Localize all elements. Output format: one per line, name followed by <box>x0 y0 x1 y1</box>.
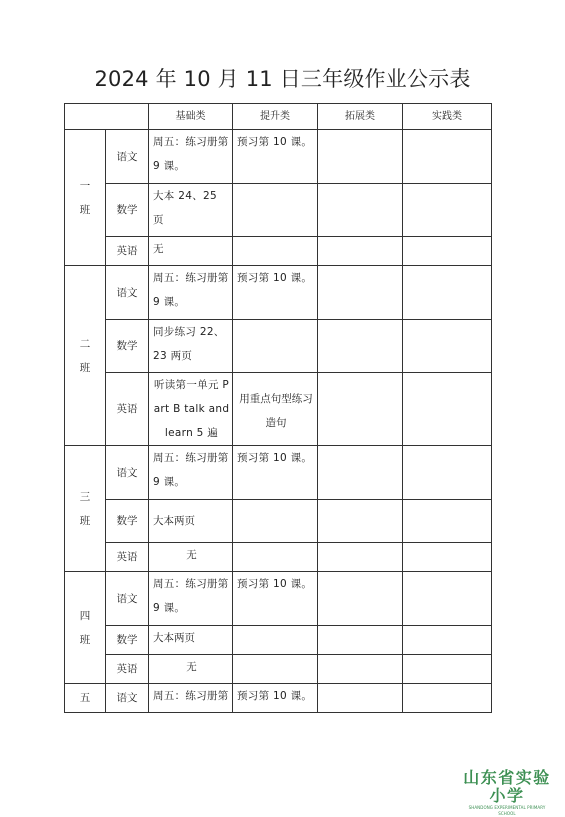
subject-cell: 英语 <box>106 655 149 684</box>
class-label: 四 班 <box>65 572 106 684</box>
extend-cell <box>318 320 403 373</box>
extend-cell <box>318 130 403 184</box>
header-basic: 基础类 <box>149 104 233 130</box>
extend-cell <box>318 266 403 320</box>
subject-cell: 语文 <box>106 130 149 184</box>
class-label: 三 班 <box>65 446 106 572</box>
practice-cell <box>403 446 492 500</box>
subject-cell: 数学 <box>106 500 149 543</box>
extend-cell <box>318 373 403 446</box>
basic-cell: 无 <box>149 543 233 572</box>
practice-cell <box>403 572 492 626</box>
improve-cell <box>233 543 318 572</box>
improve-cell <box>233 626 318 655</box>
improve-cell: 预习第 10 课。 <box>233 266 318 320</box>
page-title: 2024 年 10 月 11 日三年级作业公示表 <box>94 67 471 91</box>
extend-cell <box>318 237 403 266</box>
basic-cell: 大本两页 <box>149 500 233 543</box>
school-name-cn: 山东省实验小学 <box>463 768 551 805</box>
table-row <box>65 684 492 713</box>
extend-cell <box>318 184 403 237</box>
improve-cell <box>233 237 318 266</box>
class-label: 五 <box>65 684 106 713</box>
extend-cell <box>318 543 403 572</box>
table-row <box>65 130 492 184</box>
subject-cell: 数学 <box>106 184 149 237</box>
basic-cell: 周五：练习册第 9 课。 <box>149 266 233 320</box>
header-extend: 拓展类 <box>318 104 403 130</box>
practice-cell <box>403 626 492 655</box>
table-row <box>65 446 492 500</box>
extend-cell <box>318 572 403 626</box>
practice-cell <box>403 237 492 266</box>
header-blank <box>65 104 149 130</box>
basic-cell: 大本两页 <box>149 626 233 655</box>
practice-cell <box>403 684 492 713</box>
header-row <box>65 104 492 130</box>
table-row <box>65 320 492 373</box>
improve-cell: 用重点句型练习造句 <box>233 373 318 446</box>
improve-cell <box>233 500 318 543</box>
extend-cell <box>318 446 403 500</box>
improve-cell <box>233 184 318 237</box>
practice-cell <box>403 500 492 543</box>
subject-cell: 语文 <box>106 684 149 713</box>
table-row <box>65 237 492 266</box>
practice-cell <box>403 184 492 237</box>
subject-cell: 英语 <box>106 373 149 446</box>
basic-cell: 听读第一单元 Part B talk and learn 5 遍 <box>149 373 233 446</box>
basic-cell: 无 <box>149 655 233 684</box>
table-row <box>65 184 492 237</box>
practice-cell <box>403 543 492 572</box>
extend-cell <box>318 500 403 543</box>
improve-cell: 预习第 10 课。 <box>233 572 318 626</box>
practice-cell <box>403 266 492 320</box>
basic-cell: 周五：练习册第 9 课。 <box>149 446 233 500</box>
extend-cell <box>318 655 403 684</box>
table-row <box>65 373 492 446</box>
header-practice: 实践类 <box>403 104 492 130</box>
improve-cell <box>233 655 318 684</box>
school-logo <box>461 769 553 817</box>
basic-cell: 周五：练习册第 <box>149 684 233 713</box>
extend-cell <box>318 626 403 655</box>
basic-cell: 周五：练习册第 9 课。 <box>149 572 233 626</box>
improve-cell: 预习第 10 课。 <box>233 130 318 184</box>
improve-cell <box>233 320 318 373</box>
table-row <box>65 572 492 626</box>
subject-cell: 英语 <box>106 543 149 572</box>
homework-table <box>64 103 492 713</box>
subject-cell: 数学 <box>106 626 149 655</box>
subject-cell: 语文 <box>106 446 149 500</box>
table-row <box>65 543 492 572</box>
practice-cell <box>403 320 492 373</box>
improve-cell: 预习第 10 课。 <box>233 684 318 713</box>
basic-cell: 周五：练习册第 9 课。 <box>149 130 233 184</box>
table-row <box>65 626 492 655</box>
subject-cell: 英语 <box>106 237 149 266</box>
practice-cell <box>403 130 492 184</box>
practice-cell <box>403 373 492 446</box>
basic-cell: 同步练习 22、23 两页 <box>149 320 233 373</box>
subject-cell: 数学 <box>106 320 149 373</box>
table-row <box>65 266 492 320</box>
class-label: 二 班 <box>65 266 106 446</box>
improve-cell: 预习第 10 课。 <box>233 446 318 500</box>
practice-cell <box>403 655 492 684</box>
basic-cell: 大本 24、25 页 <box>149 184 233 237</box>
class-label: 一 班 <box>65 130 106 266</box>
subject-cell: 语文 <box>106 266 149 320</box>
school-name-en: SHANDONG EXPERIMENTAL PRIMARY SCHOOL <box>468 805 546 816</box>
subject-cell: 语文 <box>106 572 149 626</box>
table-row <box>65 655 492 684</box>
extend-cell <box>318 684 403 713</box>
basic-cell: 无 <box>149 237 233 266</box>
table-row <box>65 500 492 543</box>
header-improve: 提升类 <box>233 104 318 130</box>
